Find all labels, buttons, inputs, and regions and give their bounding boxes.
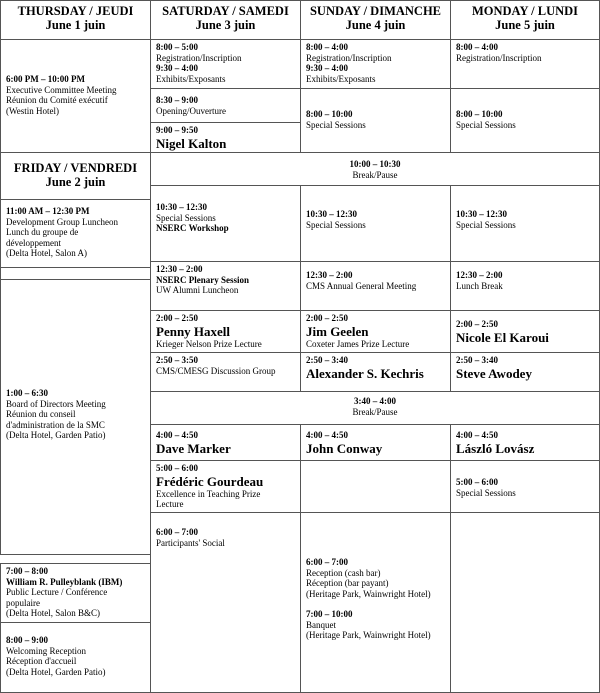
- event-line: Special Sessions: [306, 219, 366, 230]
- event-line: UW Alumni Luncheon: [156, 285, 239, 295]
- event-line: Lecture: [156, 499, 184, 509]
- event-time: 2:00 – 2:50: [156, 313, 198, 323]
- event-line: Welcoming Reception: [6, 645, 87, 656]
- event-time: 2:00 – 2:50: [456, 319, 498, 329]
- event-speaker: Nigel Kalton: [156, 135, 227, 151]
- event-time: 12:30 – 2:00: [156, 264, 203, 274]
- event-time: 9:30 – 4:00: [306, 63, 348, 73]
- event-speaker: László Lovász: [456, 440, 535, 456]
- event-line: (Westin Hotel): [6, 105, 60, 116]
- event-line: Lunch du groupe de: [6, 227, 79, 237]
- header-friday-day: FRIDAY / VENDREDI: [13, 161, 138, 175]
- sunday-registration: [300, 39, 451, 89]
- sunday-evening: [300, 512, 451, 693]
- header-friday: [0, 152, 151, 200]
- header-friday-date: June 2 juin: [45, 175, 106, 189]
- event-line: (Heritage Park, Wainwright Hotel): [306, 630, 431, 640]
- monday-lunch: [450, 261, 600, 311]
- event-line: Special Sessions: [306, 119, 366, 130]
- event-highlight: NSERC Workshop: [156, 223, 229, 233]
- event-line: Coxeter James Prize Lecture: [306, 338, 410, 349]
- friday-dev-luncheon: [0, 199, 151, 268]
- event-time: 10:30 – 12:30: [156, 202, 207, 212]
- event-speaker: John Conway: [306, 440, 383, 456]
- event-speaker: Alexander S. Kechris: [306, 365, 424, 381]
- thursday-exec-meeting: [0, 39, 151, 153]
- sunday-special-sessions: [300, 185, 451, 262]
- event-time: 6:00 – 7:00: [306, 557, 348, 567]
- event-line: Special Sessions: [456, 487, 516, 498]
- friday-public-lecture: [0, 563, 151, 623]
- event-speaker: Dave Marker: [156, 440, 231, 456]
- event-line: Executive Committee Meeting: [6, 84, 117, 95]
- event-line: Reception (cash bar): [306, 567, 381, 578]
- event-line: Registration/Inscription: [456, 52, 542, 63]
- event-time: 4:00 – 4:50: [456, 430, 498, 440]
- event-line: (Delta Hotel, Garden Patio): [6, 666, 106, 677]
- monday-awodey-lecture: [450, 352, 600, 392]
- event-time: 10:00 – 10:30: [349, 159, 401, 169]
- event-line: Réception (bar payant): [306, 578, 389, 588]
- event-time: 8:00 – 10:00: [306, 109, 353, 119]
- event-line: d'administration de la SMC: [6, 419, 105, 430]
- monday-elkaroui-lecture: [450, 310, 600, 353]
- event-time: 10:30 – 12:30: [456, 209, 507, 219]
- event-line: (Delta Hotel, Salon B&C): [6, 608, 100, 618]
- event-line: populaire: [6, 597, 40, 608]
- friday-board-meeting: [0, 279, 151, 555]
- event-line: CMS Annual General Meeting: [306, 280, 417, 291]
- saturday-cmesg: [150, 352, 301, 392]
- saturday-plenary: [150, 261, 301, 311]
- event-line: Special Sessions: [156, 212, 216, 223]
- event-time: 11:00 AM – 12:30 PM: [6, 206, 90, 216]
- event-speaker: Nicole El Karoui: [456, 329, 549, 345]
- event-line: Exhibits/Exposants: [306, 73, 376, 84]
- saturday-registration: [150, 39, 301, 89]
- event-time: 5:00 – 6:00: [456, 477, 498, 487]
- saturday-haxell-lecture: [150, 310, 301, 353]
- event-time: 1:00 – 6:30: [6, 388, 48, 398]
- sunday-geelen-lecture: [300, 310, 451, 353]
- event-time: 6:00 PM – 10:00 PM: [6, 74, 85, 84]
- header-sunday-day: SUNDAY / DIMANCHE: [309, 4, 442, 18]
- event-time: 2:50 – 3:40: [306, 355, 348, 365]
- saturday-gourdeau-lecture: [150, 460, 301, 513]
- event-time: 8:00 – 5:00: [156, 42, 198, 52]
- monday-registration: [450, 39, 600, 89]
- event-speaker: Jim Geelen: [306, 323, 369, 339]
- event-line: CMS/CMESG Discussion Group: [156, 365, 276, 376]
- event-line: (Delta Hotel, Salon A): [6, 248, 87, 258]
- event-time: 2:00 – 2:50: [306, 313, 348, 323]
- header-saturday-date: June 3 juin: [195, 18, 256, 32]
- event-line: Participants' Social: [156, 537, 225, 548]
- monday-special-sessions-late: [450, 460, 600, 513]
- event-line: Exhibits/Exposants: [156, 73, 226, 84]
- event-highlight: NSERC Plenary Session: [156, 274, 250, 285]
- event-line: Krieger Nelson Prize Lecture: [156, 338, 262, 349]
- header-monday-date: June 5 juin: [495, 18, 555, 32]
- event-time: 9:30 – 4:00: [156, 63, 198, 73]
- header-sunday-date: June 4 juin: [345, 18, 406, 32]
- afternoon-break: [150, 391, 600, 425]
- header-saturday: [150, 0, 301, 40]
- event-line: Réunion du Comité exécutif: [6, 95, 108, 105]
- event-time: 8:00 – 9:00: [6, 635, 48, 645]
- header-thursday-date: June 1 juin: [45, 18, 106, 32]
- event-time: 7:00 – 8:00: [6, 566, 48, 576]
- event-time: 8:00 – 10:00: [456, 109, 503, 119]
- saturday-marker-lecture: [150, 424, 301, 461]
- event-time: 2:50 – 3:40: [456, 355, 498, 365]
- morning-break: [150, 152, 600, 186]
- event-line: Break/Pause: [352, 406, 398, 417]
- event-time: 8:30 – 9:00: [156, 95, 198, 105]
- monday-lovasz-lecture: [450, 424, 600, 461]
- event-line: Special Sessions: [456, 219, 516, 230]
- event-time: 8:00 – 4:00: [306, 42, 348, 52]
- sunday-special-sessions-morning: [300, 88, 451, 153]
- event-line: (Heritage Park, Wainwright Hotel): [306, 588, 431, 599]
- event-speaker: William R. Pulleyblank (IBM): [6, 576, 123, 587]
- event-line: Lunch Break: [456, 280, 503, 291]
- header-monday-day: MONDAY / LUNDI: [471, 4, 579, 18]
- event-line: Development Group Luncheon: [6, 216, 118, 227]
- event-line: (Delta Hotel, Garden Patio): [6, 430, 106, 440]
- event-line: Opening/Ouverture: [156, 105, 226, 116]
- sunday-empty-slot: [300, 460, 451, 513]
- saturday-opening: [150, 88, 301, 123]
- header-sunday: [300, 0, 451, 40]
- header-saturday-day: SATURDAY / SAMEDI: [162, 4, 289, 18]
- saturday-special-sessions: [150, 185, 301, 262]
- event-time: 12:30 – 2:00: [306, 270, 353, 280]
- friday-welcoming-reception: [0, 622, 151, 693]
- event-speaker: Frédéric Gourdeau: [156, 473, 264, 489]
- event-time: 5:00 – 6:00: [156, 463, 198, 473]
- event-speaker: Penny Haxell: [156, 323, 231, 339]
- saturday-kalton-lecture: [150, 122, 301, 153]
- event-line: Board of Directors Meeting: [6, 398, 106, 409]
- event-time: 12:30 – 2:00: [456, 270, 503, 280]
- event-time: 6:00 – 7:00: [156, 527, 198, 537]
- monday-empty-evening: [450, 512, 600, 693]
- event-time: 3:40 – 4:00: [354, 396, 396, 406]
- event-line: Registration/Inscription: [156, 52, 242, 63]
- event-speaker: Steve Awodey: [456, 365, 532, 381]
- event-line: Réunion du conseil: [6, 409, 76, 419]
- event-line: Break/Pause: [352, 169, 398, 180]
- event-line: Réception d'accueil: [6, 656, 77, 666]
- event-time: 4:00 – 4:50: [156, 430, 198, 440]
- event-time: 9:00 – 9:50: [156, 125, 198, 135]
- sunday-agm: [300, 261, 451, 311]
- event-time: 7:00 – 10:00: [306, 609, 353, 619]
- monday-special-sessions: [450, 185, 600, 262]
- header-thursday-day: THURSDAY / JEUDI: [17, 4, 134, 18]
- event-line: Excellence in Teaching Prize: [156, 488, 261, 499]
- event-line: Registration/Inscription: [306, 52, 392, 63]
- sunday-conway-lecture: [300, 424, 451, 461]
- event-line: Public Lecture / Conférence: [6, 587, 108, 597]
- event-line: développement: [6, 237, 61, 248]
- event-time: 4:00 – 4:50: [306, 430, 348, 440]
- event-line: Special Sessions: [456, 119, 516, 130]
- saturday-social: [150, 512, 301, 693]
- event-time: 10:30 – 12:30: [306, 209, 357, 219]
- event-line: Banquet: [306, 619, 336, 630]
- header-thursday: [0, 0, 151, 40]
- event-time: 2:50 – 3:50: [156, 355, 198, 365]
- header-monday: [450, 0, 600, 40]
- monday-special-sessions-morning: [450, 88, 600, 153]
- event-time: 8:00 – 4:00: [456, 42, 498, 52]
- sunday-kechris-lecture: [300, 352, 451, 392]
